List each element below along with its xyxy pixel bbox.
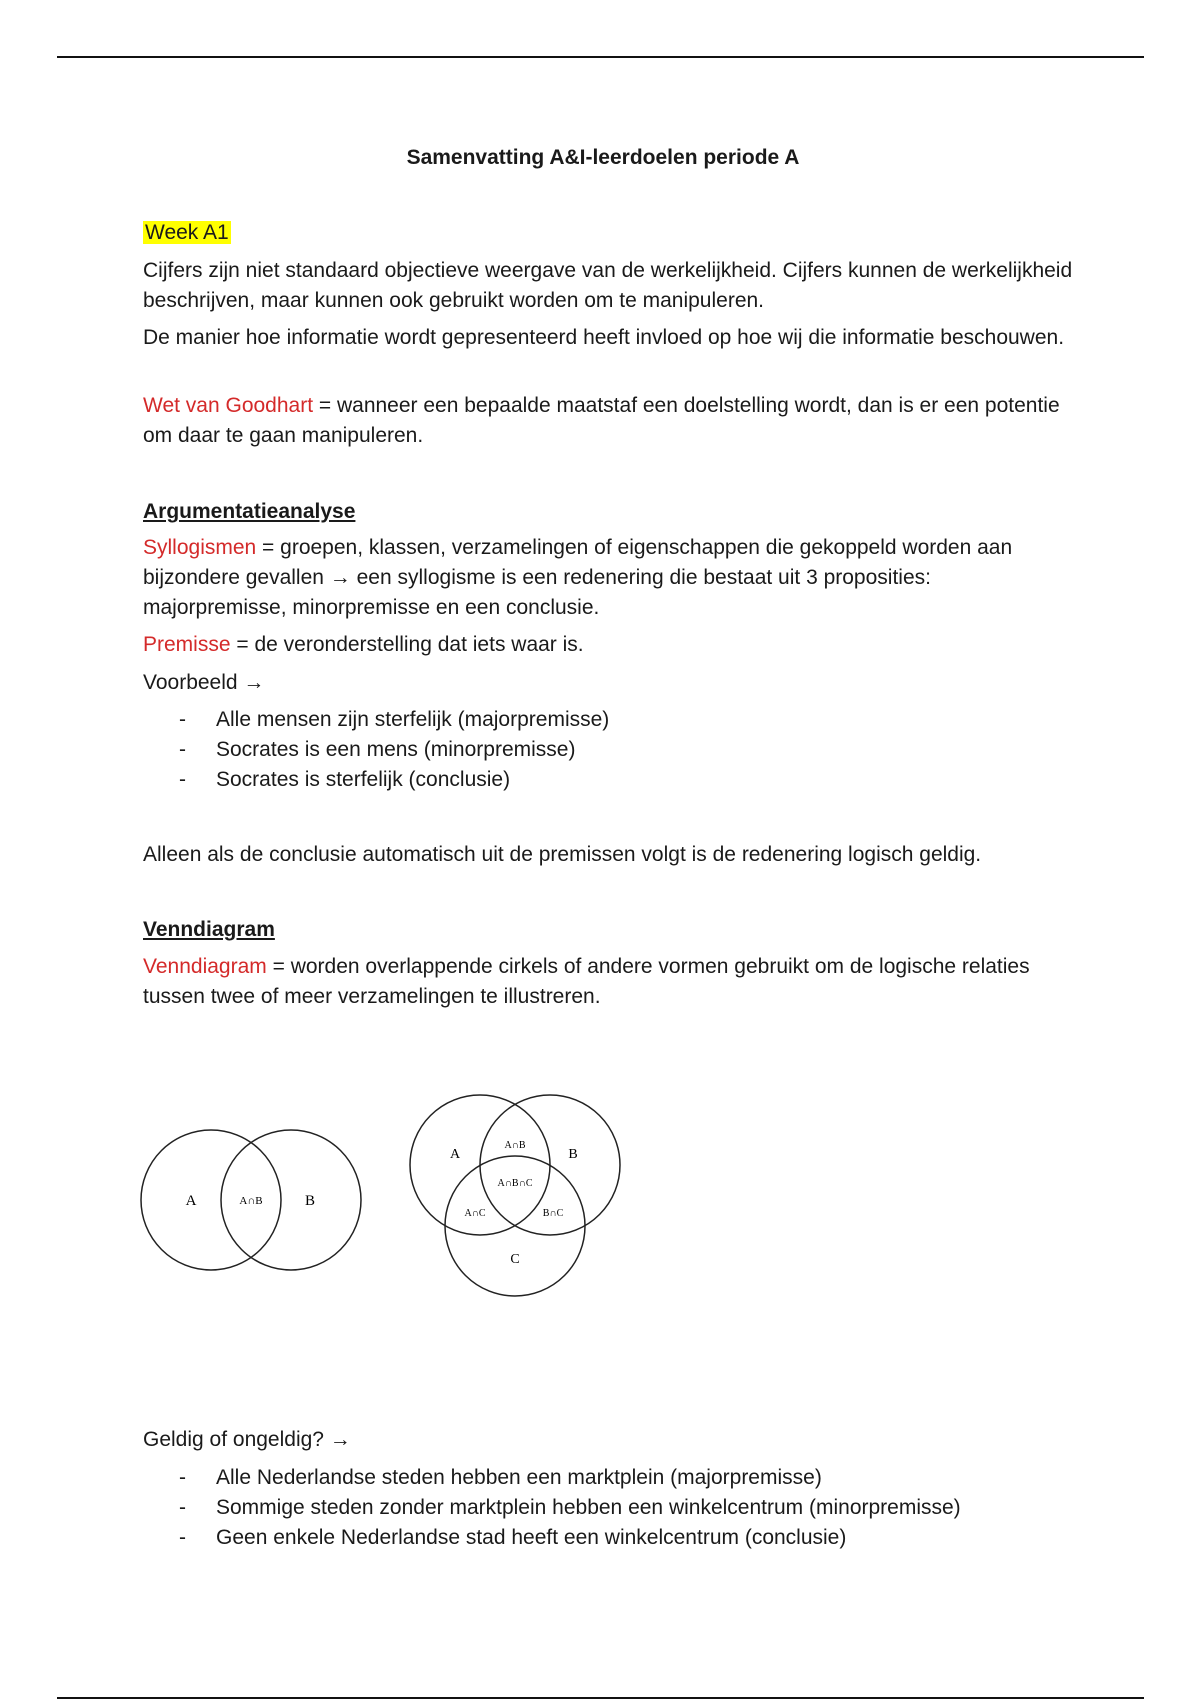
- venn-diagram-two-sets: [140, 1125, 370, 1275]
- set-c-label: C: [510, 1252, 520, 1267]
- intro-paragraph-2: De manier hoe informatie wordt gepresenteerd heeft invloed op hoe wij die informatie beschouwen.: [143, 326, 1065, 349]
- venn-definition: [143, 952, 1073, 1012]
- goodhart-definition: [143, 391, 1073, 451]
- list-item: - Alle Nederlandse steden hebben een marktplein (majorpremisse): [143, 1463, 1073, 1493]
- voorbeeld-list: [143, 705, 1073, 795]
- argumentatie-heading: Argumentatieanalyse: [143, 500, 356, 523]
- syllogismen-text: = groepen, klassen, verzamelingen of eigenschappen die gekoppeld worden aan bijzondere gevallen → een syllogisme is een redenering die bestaat uit 3 proposities: majorpremisse, minorpremisse en een conclusie.: [143, 536, 1013, 619]
- list-item: - Alle mensen zijn sterfelijk (majorpremisse): [143, 705, 1073, 735]
- geldig-list: [143, 1463, 1073, 1553]
- goodhart-text: = wanneer een bepaalde maatstaf een doelstelling wordt, dan is er een potentie om daar te gaan manipuleren.: [143, 394, 1060, 447]
- premisse-definition: [143, 630, 1073, 660]
- venn-text: = worden overlappende cirkels of andere vormen gebruikt om de logische relaties tussen twee of meer verzamelingen te illustreren.: [143, 955, 1030, 1008]
- intersection-ab-label: A∩B: [239, 1195, 263, 1207]
- set-b-label: B: [568, 1147, 578, 1162]
- set-b-label: B: [304, 1193, 316, 1209]
- validity-statement: Alleen als de conclusie automatisch uit de premissen volgt is de redenering logisch geldig.: [143, 843, 982, 866]
- syllogismen-definition: [143, 533, 1073, 623]
- set-a-label: A: [449, 1147, 461, 1162]
- footer-rule: [57, 1697, 1144, 1699]
- intersection-ac-label: A∩C: [464, 1208, 486, 1219]
- header-rule: [57, 56, 1144, 58]
- goodhart-term: Wet van Goodhart: [143, 394, 314, 417]
- intersection-abc-label: A∩B∩C: [497, 1178, 533, 1189]
- intersection-ab-label: A∩B: [504, 1140, 526, 1151]
- venn-diagram-three-sets: [400, 1090, 630, 1310]
- intersection-bc-label: B∩C: [542, 1208, 564, 1219]
- week-label: Week A1: [145, 221, 229, 244]
- list-item: - Socrates is een mens (minorpremisse): [143, 735, 1073, 765]
- list-item: - Geen enkele Nederlandse stad heeft een winkelcentrum (conclusie): [143, 1523, 1073, 1553]
- list-item: - Sommige steden zonder marktplein hebben een winkelcentrum (minorpremisse): [143, 1493, 1073, 1523]
- geldig-label: Geldig of ongeldig? →: [143, 1428, 351, 1451]
- syllogismen-term: Syllogismen: [143, 536, 257, 559]
- venn-term: Venndiagram: [143, 955, 267, 978]
- premisse-text: = de veronderstelling dat iets waar is.: [230, 633, 584, 656]
- premisse-term: Premisse: [143, 633, 231, 656]
- week-label-line: [143, 218, 1073, 248]
- set-a-label: A: [185, 1193, 197, 1209]
- document-title: Samenvatting A&I-leerdoelen periode A: [406, 146, 800, 169]
- voorbeeld-label: Voorbeeld →: [143, 671, 265, 694]
- list-item: - Socrates is sterfelijk (conclusie): [143, 765, 1073, 795]
- intro-paragraph-1: Cijfers zijn niet standaard objectieve weergave van de werkelijkheid. Cijfers kunnen de werkelijkheid beschrijven, maar kunnen ook gebruikt worden om te manipuleren.: [143, 259, 1073, 312]
- venn-heading: Venndiagram: [143, 918, 275, 941]
